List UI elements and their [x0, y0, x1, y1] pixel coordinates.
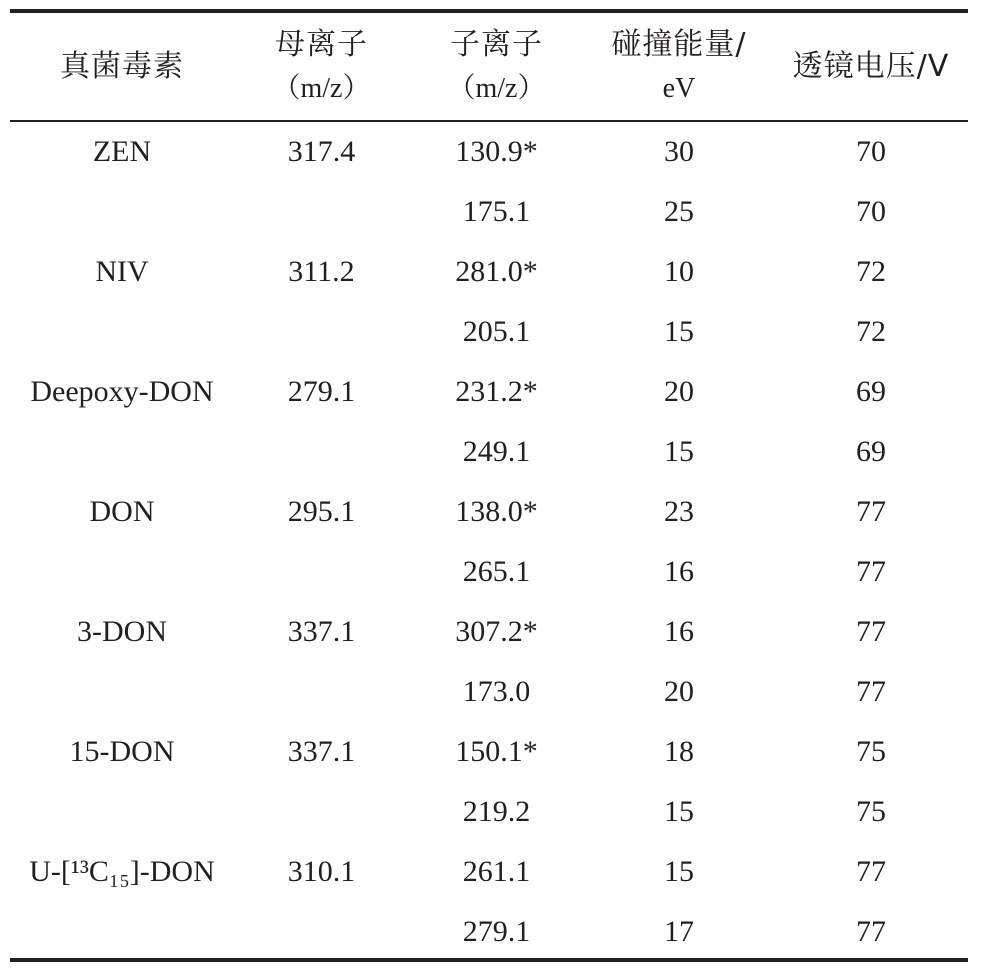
collision-cell: 16: [664, 615, 694, 648]
collision-cell: 20: [664, 375, 694, 408]
collision-cell: 16: [664, 555, 694, 588]
precursor-cell: 337.1: [287, 735, 356, 768]
table-row: [10, 842, 968, 902]
product-cell: 205.1: [462, 315, 531, 348]
product-cell: 249.1: [462, 435, 531, 468]
table-row: [10, 122, 968, 182]
product-cell: 219.2: [462, 795, 531, 828]
lens-cell: 77: [856, 495, 886, 528]
table-row: [10, 722, 968, 782]
header-toxin-label: 真菌毒素: [60, 48, 184, 84]
product-cell: 175.1: [462, 195, 531, 228]
lens-cell: 77: [856, 915, 886, 948]
collision-cell: 25: [664, 195, 694, 228]
table-row: [10, 302, 968, 362]
toxin-cell: [10, 302, 234, 362]
lens-cell: 69: [856, 435, 886, 468]
collision-cell: 15: [664, 315, 694, 348]
precursor-cell: [234, 542, 409, 602]
collision-cell: 15: [664, 855, 694, 888]
toxin-cell: ZEN: [92, 135, 152, 168]
product-cell: 130.9*: [455, 135, 538, 168]
lens-cell: 77: [856, 615, 886, 648]
header-collision-label: 碰撞能量/: [611, 26, 747, 62]
precursor-cell: [234, 662, 409, 722]
product-cell: 307.2*: [455, 615, 538, 648]
toxin-cell: 15-DON: [69, 735, 175, 768]
collision-cell: 30: [664, 135, 694, 168]
lens-cell: 77: [856, 555, 886, 588]
lens-cell: 75: [856, 735, 886, 768]
precursor-cell: 337.1: [287, 615, 356, 648]
precursor-cell: 311.2: [288, 255, 355, 288]
toxin-cell: [10, 782, 234, 842]
header-toxin: [10, 13, 234, 120]
header-product-ion: [409, 13, 584, 120]
product-cell: 261.1: [462, 855, 531, 888]
product-cell: 231.2*: [455, 375, 538, 408]
table-header: [10, 13, 968, 120]
toxin-cell: [10, 902, 234, 962]
lens-cell: 75: [856, 795, 886, 828]
product-cell: 173.0: [462, 675, 531, 708]
table-row: [10, 482, 968, 542]
collision-cell: 20: [664, 675, 694, 708]
precursor-cell: [234, 782, 409, 842]
precursor-cell: [234, 182, 409, 242]
lens-cell: 69: [856, 375, 886, 408]
table-body: [10, 122, 968, 962]
header-lens-label: 透镜电压/V: [792, 48, 950, 84]
product-cell: 265.1: [462, 555, 531, 588]
lens-cell: 70: [856, 195, 886, 228]
table-row: [10, 362, 968, 422]
collision-cell: 18: [664, 735, 694, 768]
table-row: [10, 902, 968, 962]
lens-cell: 77: [856, 675, 886, 708]
toxin-cell: DON: [89, 495, 155, 528]
precursor-cell: 279.1: [287, 375, 356, 408]
lens-cell: 77: [856, 855, 886, 888]
precursor-cell: [234, 902, 409, 962]
table-row: [10, 602, 968, 662]
header-precursor-label: 母离子: [275, 26, 368, 62]
collision-cell: 23: [664, 495, 694, 528]
toxin-cell: NIV: [95, 255, 149, 288]
header-collision-energy: [584, 13, 774, 120]
toxin-cell: [10, 422, 234, 482]
toxin-cell: Deepoxy-DON: [30, 375, 214, 408]
header-collision-unit: eV: [662, 72, 696, 104]
precursor-cell: 310.1: [287, 855, 356, 888]
toxin-cell: U-[¹³C₁₅]-DON: [29, 855, 215, 888]
table-bottom-rule: [10, 958, 968, 962]
header-lens-voltage: [774, 13, 968, 120]
product-cell: 138.0*: [455, 495, 538, 528]
table-row: [10, 422, 968, 482]
collision-cell: 17: [664, 915, 694, 948]
table-row: [10, 182, 968, 242]
collision-cell: 15: [664, 795, 694, 828]
header-product-label: 子离子: [450, 26, 543, 62]
toxin-cell: 3-DON: [77, 615, 167, 648]
table-row: [10, 242, 968, 302]
collision-cell: 15: [664, 435, 694, 468]
toxin-cell: [10, 542, 234, 602]
lens-cell: 72: [856, 255, 886, 288]
lens-cell: 70: [856, 135, 886, 168]
product-cell: 281.0*: [455, 255, 538, 288]
table-row: [10, 662, 968, 722]
product-cell: 150.1*: [455, 735, 538, 768]
header-product-unit: （m/z）: [447, 72, 546, 104]
precursor-cell: 295.1: [287, 495, 356, 528]
header-precursor-unit: （m/z）: [272, 72, 371, 104]
toxin-cell: [10, 182, 234, 242]
header-precursor-ion: [234, 13, 409, 120]
table-row: [10, 782, 968, 842]
precursor-cell: [234, 302, 409, 362]
toxin-cell: [10, 662, 234, 722]
lens-cell: 72: [856, 315, 886, 348]
collision-cell: 10: [664, 255, 694, 288]
product-cell: 279.1: [462, 915, 531, 948]
precursor-cell: [234, 422, 409, 482]
table-row: [10, 542, 968, 602]
precursor-cell: 317.4: [287, 135, 356, 168]
